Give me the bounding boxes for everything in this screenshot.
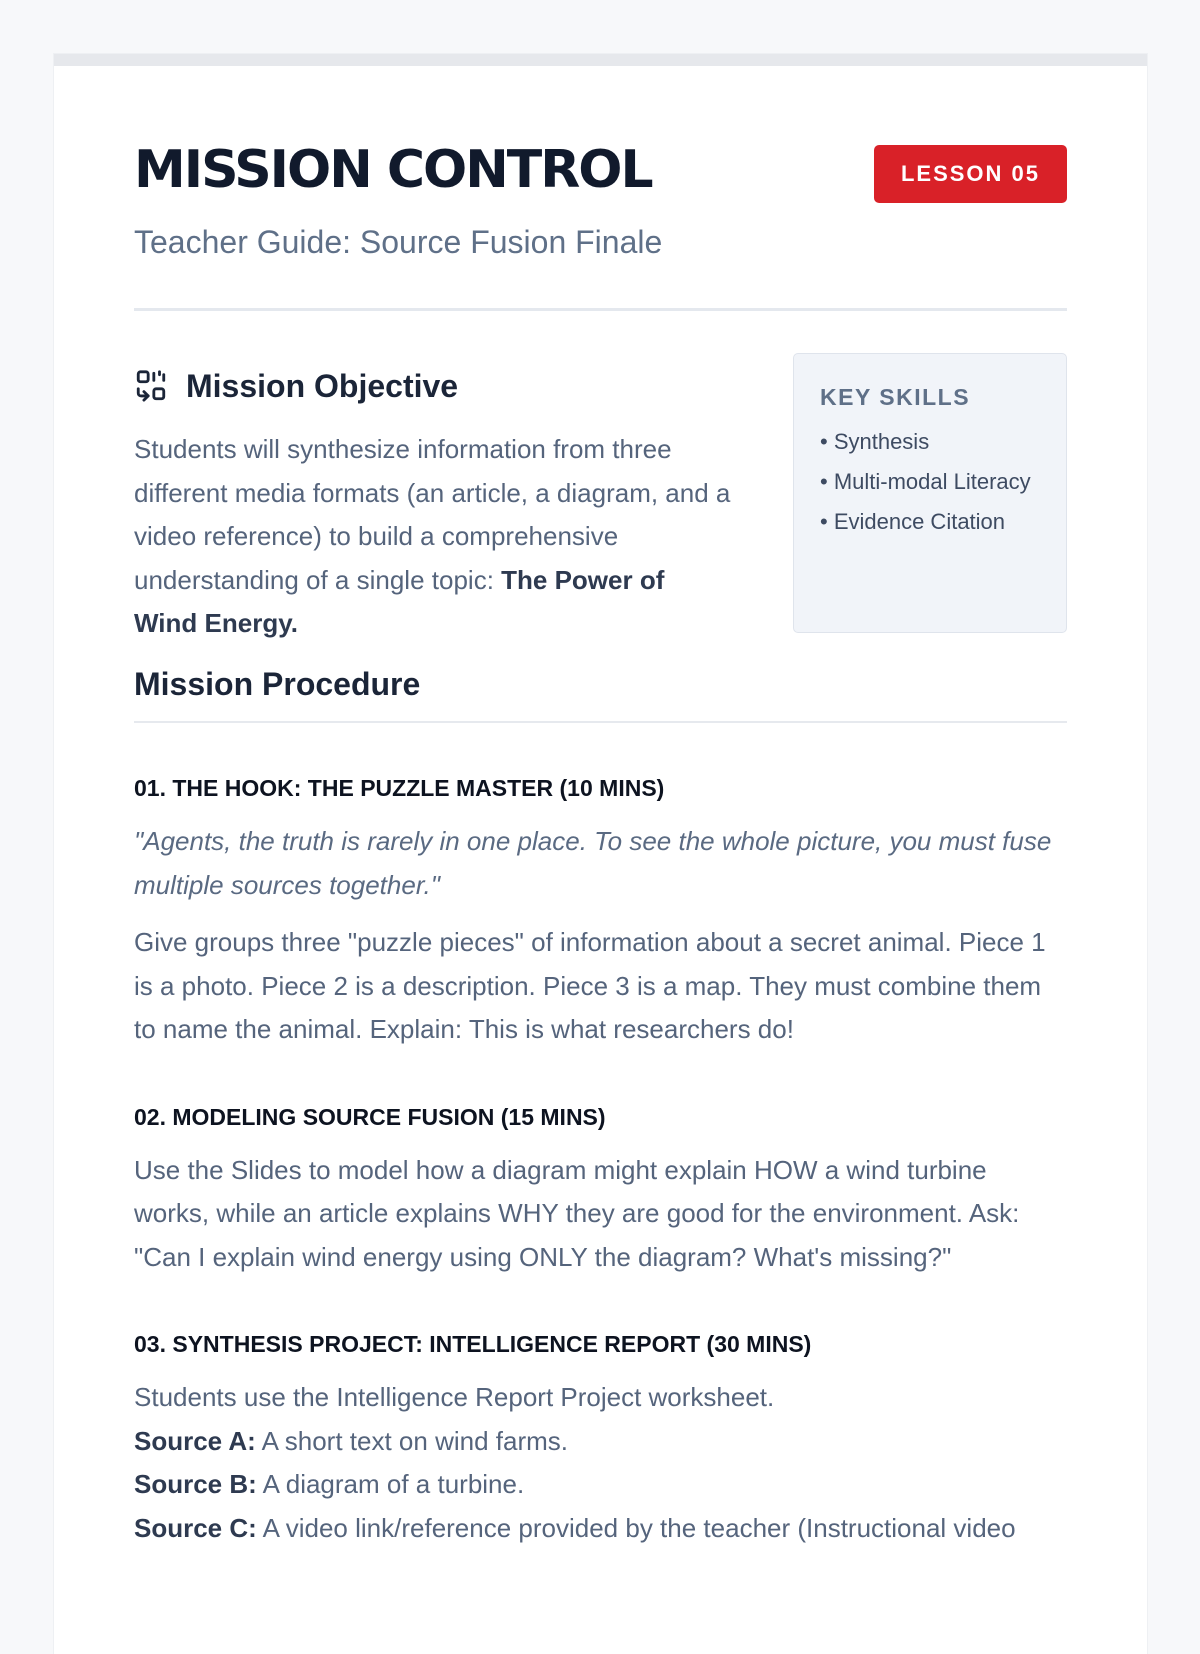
source-label: Source B: xyxy=(134,1469,257,1499)
source-item-a xyxy=(134,1420,1067,1464)
procedure-step-3 xyxy=(134,1331,1067,1550)
objective-text-body: Students will synthesize information from three different media formats (an article, a diagram, and a video reference) to build a comprehensive understanding of a single topic: xyxy=(134,434,731,595)
qr-scan-icon xyxy=(134,369,168,403)
page-content xyxy=(134,66,1067,1550)
step-title: 01. THE HOOK: THE PUZZLE MASTER (10 MINS) xyxy=(134,775,665,801)
objective-title: Mission Objective xyxy=(186,367,459,404)
source-item-c xyxy=(134,1507,1067,1551)
source-item-b xyxy=(134,1463,1067,1507)
key-skills-box xyxy=(793,353,1067,633)
step-description: Use the Slides to model how a diagram might explain HOW a wind turbine works, while an article explains WHY they are good for the environment. Ask: "Can I explain wind energy using ONLY the diagram? What's missing?" xyxy=(134,1154,1020,1272)
procedure-heading: Mission Procedure xyxy=(134,666,1067,723)
source-label: Source C: xyxy=(134,1512,257,1543)
page-header xyxy=(134,66,1067,311)
source-text: A video link/reference provided by the teacher (Instructional video xyxy=(256,1512,1016,1543)
step-title: 02. MODELING SOURCE FUSION (15 MINS) xyxy=(134,1103,606,1130)
skill-item: • Evidence Citation xyxy=(820,509,1006,534)
step-title: 03. SYNTHESIS PROJECT: INTELLIGENCE REPORT (30 MINS) xyxy=(134,1331,812,1357)
step-description: Give groups three "puzzle pieces" of information about a secret animal. Piece 1 is a photo. Piece 2 is a description. Piece 3 is a map. They must combine them to name the animal. Explain: This is what researchers do! xyxy=(134,927,1046,1044)
source-text: A short text on wind farms. xyxy=(255,1425,568,1456)
source-text: A diagram of a turbine. xyxy=(256,1469,525,1499)
procedure-step-2 xyxy=(134,1104,1067,1280)
objective-heading xyxy=(134,366,458,406)
procedure-section xyxy=(134,666,1067,1550)
objective-text xyxy=(134,428,734,646)
page-subtitle: Teacher Guide: Source Fusion Finale xyxy=(134,224,663,260)
step-quote: "Agents, the truth is rarely in one place. To see the whole picture, you must fuse multiple sources together." xyxy=(134,826,1052,900)
step-description: Students use the Intelligence Report Project worksheet. xyxy=(134,1382,775,1412)
objective-topic: The Power of Wind Energy. xyxy=(134,564,665,638)
page-title: MISSION CONTROL xyxy=(134,140,652,200)
skill-item: • Synthesis xyxy=(820,429,930,454)
objective-section xyxy=(134,366,1067,666)
lesson-page xyxy=(54,54,1147,1654)
source-label: Source A: xyxy=(134,1425,256,1456)
procedure-step-1 xyxy=(134,775,1067,1052)
skill-item: • Multi-modal Literacy xyxy=(820,469,1031,494)
key-skills-title: KEY SKILLS xyxy=(820,384,971,410)
key-skills-list xyxy=(820,425,1040,538)
lesson-badge: LESSON 05 xyxy=(874,145,1067,203)
